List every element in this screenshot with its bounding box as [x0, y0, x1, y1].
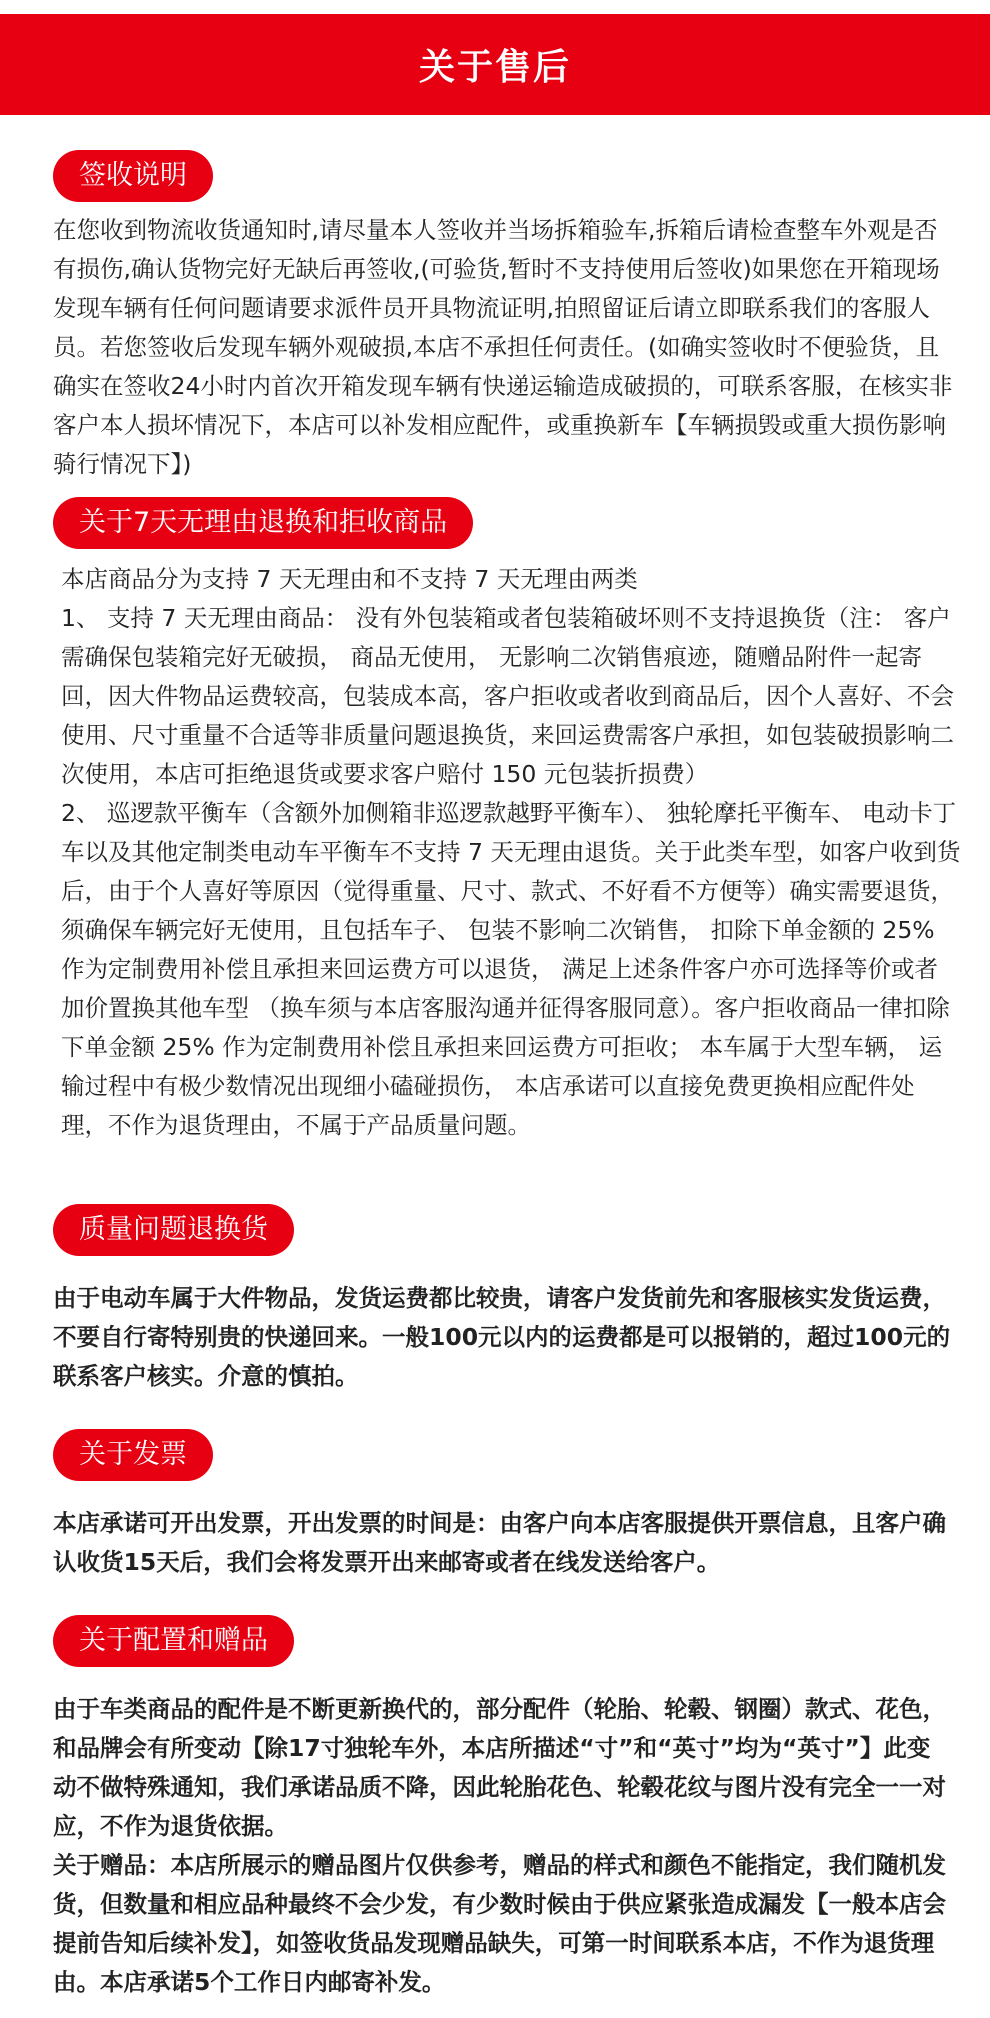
paragraph: 由于车类商品的配件是不断更新换代的，部分配件（轮胎、轮毂、钢圈）款式、花色，和品牌会有所变动【除17寸独轮车外，本店所描述“寸”和“英寸”均为“英寸”】此变动不做特殊通知，我们承诺品质不降，因此轮胎花色、轮毂花纹与图片没有完全一一对应，不作为退货依据。 — [53, 1695, 946, 1840]
paragraph: 2、 巡逻款平衡车（含额外加侧箱非巡逻款越野平衡车）、 独轮摩托平衡车、 电动卡丁车以及其他定制类电动车平衡车不支持 7 天无理由退货。关于此类车型，如客户收到货后，由于个人喜好等原因（觉得重量、尺寸、款式、不好看不方便等）确实需要退货，须确保车辆完好无使用，且包括车子、 包装不影响二次销售， 扣除下单金额的 25% 作为定制费用补偿且承担来回运费方可以退货， 满足上述条件客户亦可选择等价或者加价置换其他车型 （换车须与本店客服沟通并征得客服同意）。客户拒收商品一律扣除下单金额 25% 作为定制费用补偿且承担来回运费方可拒收； 本车属于大型车辆， 运输过程中有极少数情况出现细小磕碰损伤， 本店承诺可以直接免费更换相应配件处理，不作为退货理由，不属于产品质量问题。 — [61, 799, 961, 1139]
paragraph: 本店商品分为支持 7 天无理由和不支持 7 天无理由两类 — [61, 565, 638, 593]
page-header — [0, 14, 990, 115]
section-body-invoice — [53, 1504, 953, 1582]
paragraph: 本店承诺可开出发票，开出发票的时间是：由客户向本店客服提供开票信息，且客户确认收货15天后，我们会将发票开出来邮寄或者在线发送给客户。 — [53, 1509, 946, 1576]
section-label-return-policy: 关于7天无理由退换和拒收商品 — [53, 497, 473, 549]
section-label-quality-returns: 质量问题退换货 — [53, 1204, 294, 1256]
section-label-config-gifts: 关于配置和赠品 — [53, 1615, 294, 1667]
paragraph: 由于电动车属于大件物品，发货运费都比较贵，请客户发货前先和客服核实发货运费，不要自行寄特别贵的快递回来。一般100元以内的运费都是可以报销的，超过100元的联系客户核实。介意的慎拍。 — [53, 1284, 951, 1390]
section-body-config-gifts — [53, 1690, 953, 2002]
paragraph: 1、 支持 7 天无理由商品： 没有外包装箱或者包装箱破坏则不支持退换货（注： 客户需确保包装箱完好无破损， 商品无使用， 无影响二次销售痕迹，随赠品附件一起寄回，因大件物品运费较高，包装成本高，客户拒收或者收到商品后，因个人喜好、不会使用、尺寸重量不合适等非质量问题退换货，来回运费需客户承担，如包装破损影响二次使用，本店可拒绝退货或要求客户赔付 150 元包装折损费） — [61, 604, 954, 788]
section-label-signing: 签收说明 — [53, 150, 213, 202]
section-label-invoice: 关于发票 — [53, 1429, 213, 1481]
paragraph: 在您收到物流收货通知时,请尽量本人签收并当场拆箱验车,拆箱后请检查整车外观是否有损伤,确认货物完好无缺后再签收,(可验货,暂时不支持使用后签收)如果您在开箱现场发现车辆有任何问题请要求派件员开具物流证明,拍照留证后请立即联系我们的客服人员。若您签收后发现车辆外观破损,本店不承担任何责任。(如确实签收时不便验货，且确实在签收24小时内首次开箱发现车辆有快递运输造成破损的，可联系客服，在核实非客户本人损坏情况下，本店可以补发相应配件，或重换新车【车辆损毁或重大损伤影响骑行情况下】) — [53, 216, 953, 478]
section-body-signing — [53, 211, 953, 484]
paragraph: 关于赠品：本店所展示的赠品图片仅供参考，赠品的样式和颜色不能指定，我们随机发货，但数量和相应品种最终不会少发，有少数时候由于供应紧张造成漏发【一般本店会提前告知后续补发】，如签收货品发现赠品缺失，可第一时间联系本店，不作为退货理由。本店承诺5个工作日内邮寄补发。 — [53, 1851, 946, 1996]
section-body-quality-returns — [53, 1279, 953, 1396]
section-body-return-policy — [53, 560, 961, 1145]
page-title: 关于售后 — [418, 47, 571, 88]
